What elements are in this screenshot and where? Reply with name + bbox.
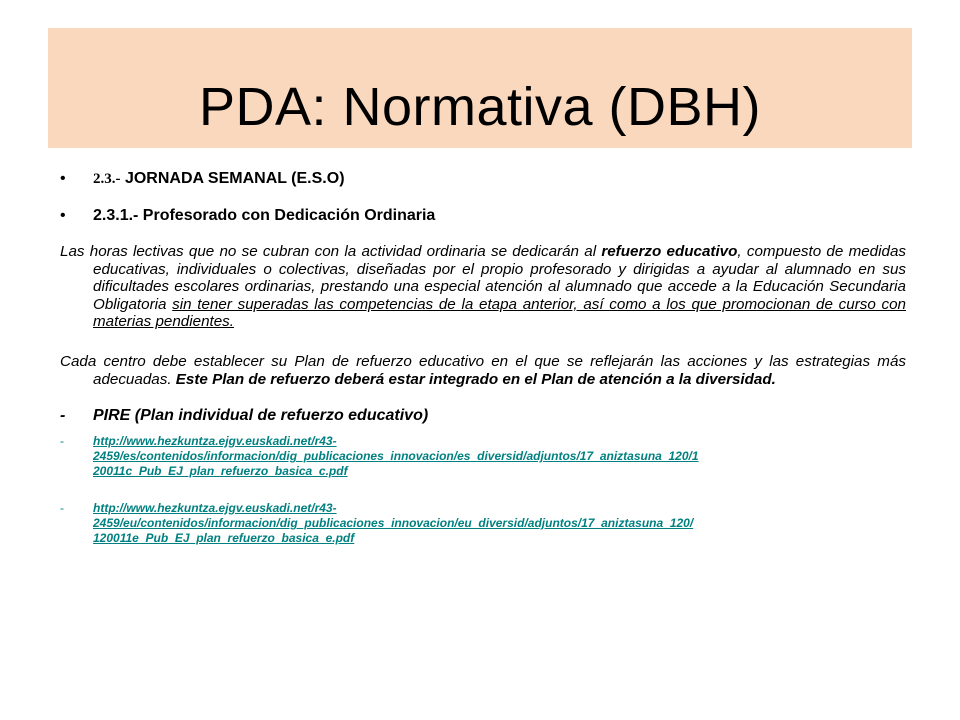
section-number: 2.3.- [93, 171, 121, 187]
dash-marker: - [60, 434, 64, 449]
title-band [48, 28, 912, 148]
link-line: 2459/eu/contenidos/informacion/dig_publicaciones_innovacion/eu_diversid/adjuntos/17_aniztasuna_120/ [93, 516, 694, 531]
pire-label: PIRE (Plan individual de refuerzo educativo) [93, 407, 429, 425]
subsection-label: 2.3.1.- Profesorado con Dedicación Ordinaria [93, 207, 436, 224]
paragraph1-underlined: sin tener superadas las competencias de la etapa anterior, así como a los que promocionan de curso con materias pendientes. [93, 295, 906, 331]
link-plan-refuerzo-es[interactable] [93, 434, 906, 479]
paragraph2-bold: Este Plan de refuerzo deberá estar integrado en el Plan de atención a la diversidad. [175, 370, 776, 388]
paragraph1-text-2: , compuesto de medidas educativas, individuales o colectivas, diseñadas por el propio profesorado y dirigidas a ayudar al alumnado en sus dificultades escolares ordinarias, prestando una especial atención al alumnado que accede a la Educación Secundaria Obligatoria [93, 243, 906, 313]
paragraph2-text: Cada centro debe establecer su Plan de refuerzo educativo en el que se reflejarán las acciones y las estrategias más adecuadas. [60, 352, 906, 388]
link-line: 120011e_Pub_EJ_plan_refuerzo_basica_e.pdf [93, 531, 355, 546]
link-line: http://www.hezkuntza.ejgv.euskadi.net/r43- [93, 501, 337, 516]
pire-heading [60, 406, 906, 426]
subsection-heading [60, 205, 906, 227]
paragraph1-text-1: Las horas lectivas que no se cubran con la actividad ordinaria se dedicarán al [60, 243, 602, 260]
dash-marker: - [60, 407, 66, 425]
dash-marker: - [60, 501, 64, 516]
link-item-es [60, 434, 906, 479]
link-item-eu [60, 501, 906, 546]
bullet-icon: • [60, 207, 66, 224]
slide-content [60, 168, 906, 546]
bullet-icon: • [60, 170, 66, 187]
paragraph-plan [60, 353, 906, 388]
paragraph-refuerzo [60, 243, 906, 331]
paragraph1-bold: refuerzo educativo [601, 243, 738, 260]
section-label: JORNADA SEMANAL (E.S.O) [120, 170, 345, 187]
link-line: http://www.hezkuntza.ejgv.euskadi.net/r43- [93, 434, 337, 449]
link-line: 20011c_Pub_EJ_plan_refuerzo_basica_c.pdf [93, 464, 348, 479]
slide-title: PDA: Normativa (DBH) [198, 77, 762, 137]
section-heading [60, 168, 906, 190]
link-line: 2459/es/contenidos/informacion/dig_publicaciones_innovacion/es_diversid/adjuntos/17_aniztasuna_120/1 [93, 449, 699, 464]
link-plan-refuerzo-eu[interactable] [93, 501, 906, 546]
